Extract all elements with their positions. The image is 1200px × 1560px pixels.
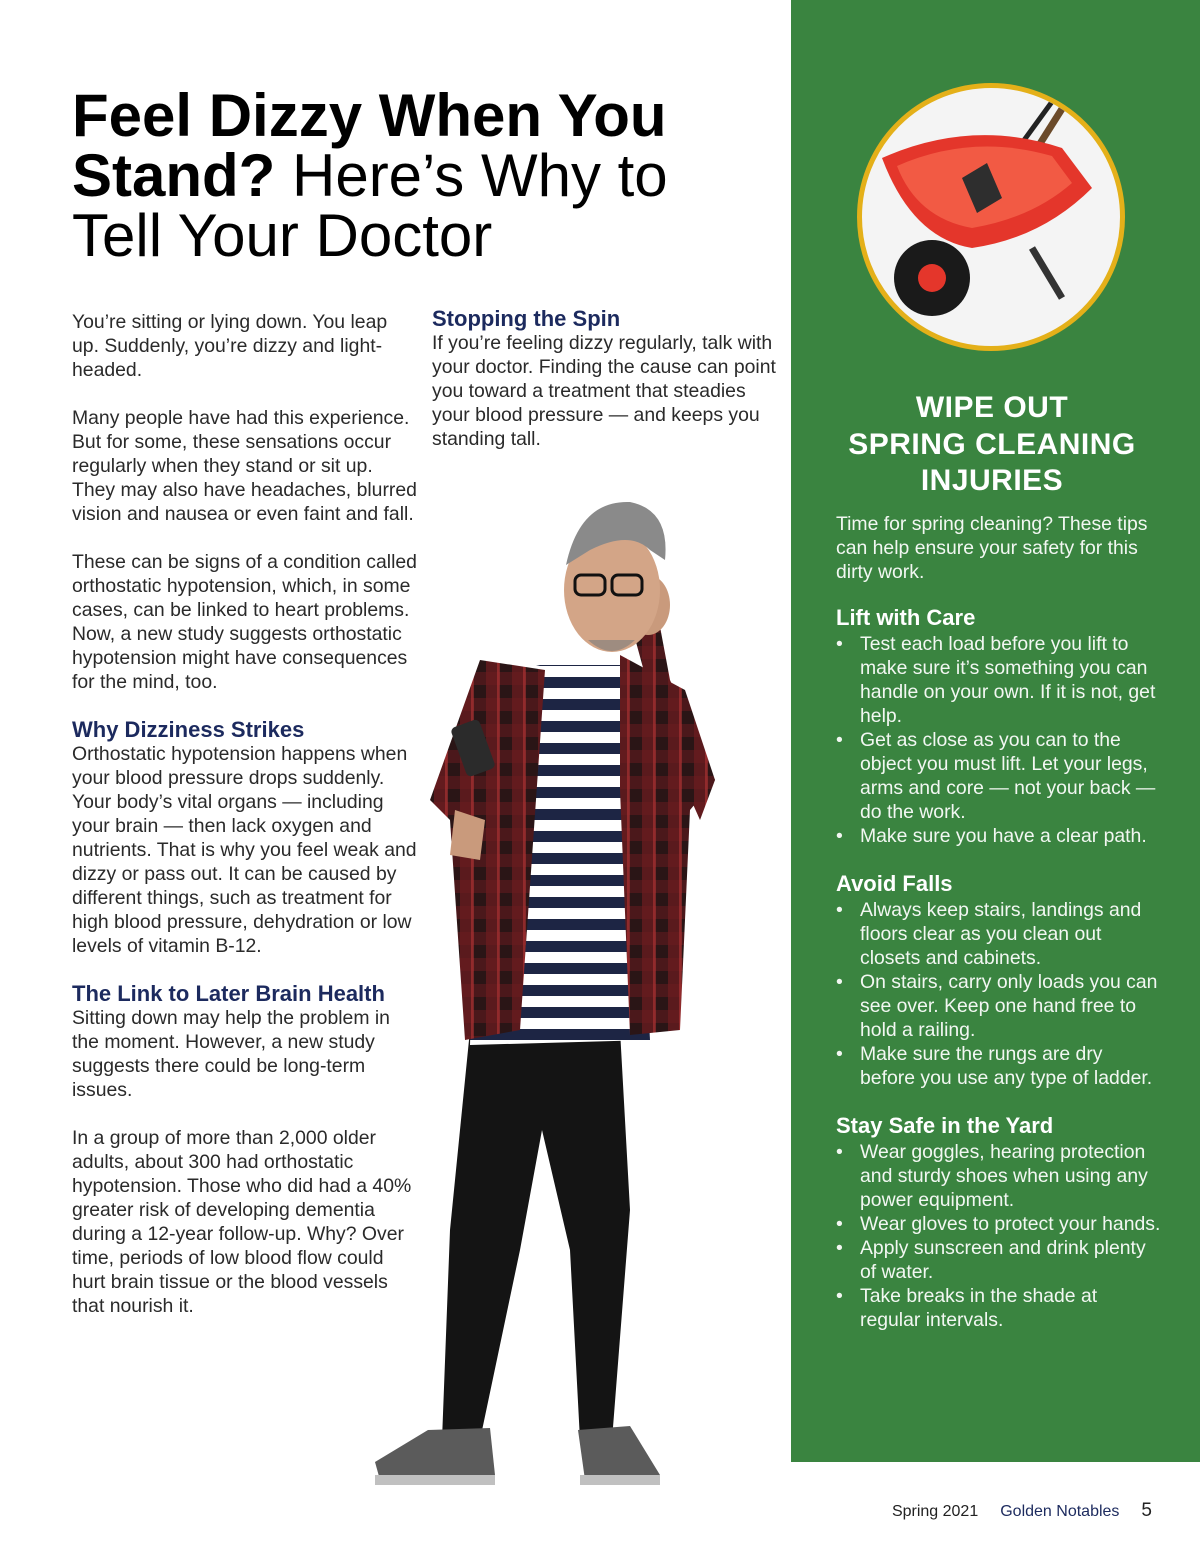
sidebar-title-line: WIPE OUT xyxy=(915,391,1069,424)
tip-item: • Test each load before you lift to make sure it’s something you can handle on your own. If it is not, get help. xyxy=(836,632,1161,728)
page-footer xyxy=(892,1500,1152,1522)
section-paragraph: In a group of more than 2,000 older adults, about 300 had orthostatic hypotension. Those who did had a 40% greater risk of developing dementia during a 12-year follow-up. Why? Over time, periods of low blood flow could hurt brain tissue or the blood vessels that nourish it. xyxy=(72,1127,412,1317)
magazine-name: Golden Notables xyxy=(1000,1503,1120,1520)
article-column-right xyxy=(432,307,777,475)
article-title xyxy=(72,82,772,269)
wheelbarrow-photo xyxy=(857,83,1125,351)
tip-item: • Apply sunscreen and drink plenty of water. xyxy=(836,1236,1161,1284)
title-bold-line-1: Feel Dizzy When You xyxy=(72,82,667,149)
sidebar-heading: Lift with Care xyxy=(836,605,976,630)
tip-item: • Take breaks in the shade at regular intervals. xyxy=(836,1284,1161,1332)
intro-paragraph: Many people have had this experience. But for some, these sensations occur regularly when they stand or sit up. They may also have headaches, blurred vision and nausea or even faint and fall. xyxy=(72,407,417,525)
sidebar-intro: Time for spring cleaning? These tips can help ensure your safety for this dirty work. xyxy=(836,513,1148,583)
dizzy-man-photo xyxy=(330,490,800,1560)
tip-item: • Make sure the rungs are dry before you use any type of ladder. xyxy=(836,1042,1161,1090)
sidebar-title-line: SPRING CLEANING xyxy=(848,427,1136,461)
title-light-line-2: Tell Your Doctor xyxy=(72,202,493,269)
tip-item: • Wear goggles, hearing protection and sturdy shoes when using any power equipment. xyxy=(836,1140,1161,1212)
tip-list xyxy=(836,632,1161,848)
section-paragraph: If you’re feeling dizzy regularly, talk with your doctor. Finding the cause can point you toward a treatment that steadies your blood pressure — and keeps you standing tall. xyxy=(432,332,776,450)
page-number: 5 xyxy=(1141,1500,1152,1521)
tip-item: • Make sure you have a clear path. xyxy=(836,824,1161,848)
intro-paragraph: These can be signs of a condition called orthostatic hypotension, which, in some cases, can be linked to heart problems. Now, a new study suggests orthostatic hypotension might have consequences for the mind, too. xyxy=(72,551,417,693)
tip-item: • Wear gloves to protect your hands. xyxy=(836,1212,1161,1236)
tip-list xyxy=(836,898,1161,1090)
sidebar-title-line: INJURIES xyxy=(920,464,1064,497)
section-heading: Stopping the Spin xyxy=(432,306,621,331)
section-paragraph: Sitting down may help the problem in the moment. However, a new study suggests there could be long-term issues. xyxy=(72,1007,390,1101)
tip-item: • On stairs, carry only loads you can see over. Keep one hand free to hold a railing. xyxy=(836,970,1161,1042)
intro-paragraph: You’re sitting or lying down. You leap up. Suddenly, you’re dizzy and light-headed. xyxy=(72,311,388,381)
tip-list xyxy=(836,1140,1161,1332)
issue-label: Spring 2021 xyxy=(891,1503,979,1520)
tip-item: • Always keep stairs, landings and floors clear as you clean out closets and cabinets. xyxy=(836,898,1161,970)
tip-item: • Get as close as you can to the object you must lift. Let your legs, arms and core — not your back — do the work. xyxy=(836,728,1161,824)
section-heading: The Link to Later Brain Health xyxy=(72,981,385,1006)
sidebar-heading: Avoid Falls xyxy=(836,871,953,896)
title-light-line-1: Here’s Why to xyxy=(292,142,668,209)
sidebar-body xyxy=(836,512,1161,1356)
sidebar-title xyxy=(792,390,1192,500)
section-paragraph: Orthostatic hypotension happens when your blood pressure drops suddenly. Your body’s vital organs — including your brain — then lack oxygen and nutrients. That is why you feel weak and dizzy or pass out. It can be caused by different things, such as treatment for high blood pressure, dehydration or low levels of vitamin B-12. xyxy=(72,743,417,957)
sidebar-heading: Stay Safe in the Yard xyxy=(836,1113,1054,1138)
title-bold-line-2: Stand? xyxy=(72,142,276,209)
section-heading: Why Dizziness Strikes xyxy=(72,717,305,742)
